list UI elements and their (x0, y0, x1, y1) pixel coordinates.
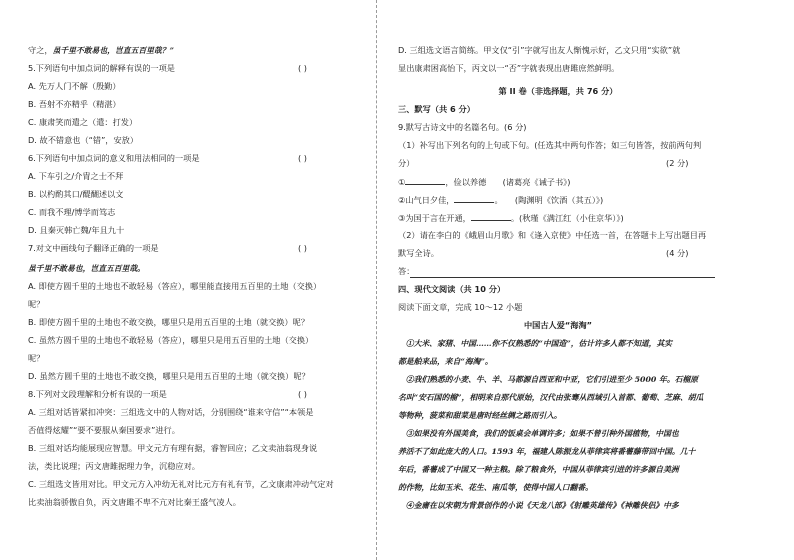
passage-text: ②我们熟悉的小麦、牛、羊、马都源自西亚和中亚，它们引进至少 5000 年。石榴原 (398, 375, 699, 384)
line-text: A. 先万人门不解（殷勤） (28, 81, 121, 91)
left-line (28, 407, 313, 418)
passage-text: ①大米、家猪、中国……你不仅熟悉的“中国造”，估计许多人都不知道，其实 (398, 339, 673, 348)
line-text: 9.默写古诗文中的名篇名句。(6 分) (398, 122, 527, 132)
left-line (28, 207, 115, 218)
right-line (398, 374, 698, 385)
left-line (28, 243, 159, 254)
right-line (398, 266, 414, 277)
passage-text: 年后，番薯成了中国又一种主粮。除了粮食外，中国从菲律宾引进的许多源自美洲 (398, 465, 679, 474)
fill-blank (454, 194, 494, 203)
right-line (398, 284, 505, 295)
left-line (28, 461, 200, 472)
line-text: ① (398, 177, 406, 187)
line-text: 法，类比说理；丙文唐雎据理力争，沉稳应对。 (28, 461, 200, 471)
passage-text: 虽千里不敢易也，岂直五百里哉？” (52, 46, 175, 55)
right-line (398, 194, 603, 206)
score-paren: (4 分) (666, 248, 689, 258)
line-text: 分） (398, 158, 415, 168)
right-line (398, 392, 703, 403)
right-line (398, 104, 475, 115)
passage-text: 都是舶来品，来自“海淘”。 (398, 357, 493, 366)
line-text: D. 故不错意也（“错”，安放） (28, 135, 139, 145)
line-text: B. 即使方圆千里的土地也不敢交换，哪里只是用五百里的土地（就交换）呢？ (28, 317, 310, 327)
passage-text: ④金庸在以宋朝为背景创作的小说《天龙八部》《射雕英雄传》《神雕侠侣》中多 (398, 501, 679, 510)
line-text: 守之， (28, 45, 53, 55)
right-line (398, 302, 522, 313)
line-text: 中国古人爱“海淘” (523, 320, 593, 330)
right-line (398, 86, 718, 97)
line-text: 答： (398, 266, 415, 276)
line-text: ②山气日夕佳， (398, 195, 455, 205)
passage-text: ③如果没有外国美食，我们的饭桌会单调许多；如果不曾引种外国植物，中国也 (398, 429, 679, 438)
right-line (398, 230, 706, 241)
passage-text: 虽千里不敢易也，岂直五百里哉。 (28, 264, 145, 273)
right-line (398, 63, 619, 74)
line-text: 显出康肃困高怡下，丙文以一“否”字就表现出唐雎庶然鲜明。 (398, 63, 620, 73)
right-line (398, 410, 562, 421)
right-line (398, 464, 679, 475)
line-text: （2）请在李白的《峨眉山月歌》和《逢入京使》中任选一首，在答题卡上写出题目再 (398, 230, 707, 240)
line-text: D. 且秦灭韩亡魏/年且九十 (28, 225, 125, 235)
line-text: C. 康肃笑而遣之（遣：打发） (28, 117, 138, 127)
line-text: 8.下列对文段理解和分析有误的一项是 (28, 389, 167, 399)
score-paren: ( ) (298, 389, 307, 399)
score-paren: ( ) (298, 63, 307, 73)
left-line (28, 371, 310, 382)
left-line (28, 425, 180, 436)
left-line (28, 353, 44, 364)
line-text: 6.下列语句中加点词的意义和用法相同的一项是 (28, 153, 200, 163)
line-text: ，俭以养德 (诸葛亮《诫子书》) (445, 177, 571, 187)
left-line (28, 117, 137, 128)
right-line (398, 500, 679, 511)
left-line (28, 299, 44, 310)
answer-underline (410, 277, 715, 278)
score-paren: ( ) (298, 243, 307, 253)
passage-text: 名叫“安石国的榴”，相明来自那代原始，汉代由张骞从西域引入首都、葡萄、芝麻、胡瓜 (398, 393, 704, 402)
right-line (398, 158, 414, 169)
line-text: 。 (陶渊明《饮酒（其五）》) (494, 195, 604, 205)
score-paren: (2 分) (666, 158, 689, 168)
passage-text: 等物种，菠菜和甜菜是唐时经丝绸之路而引入。 (398, 411, 562, 420)
left-line (28, 281, 321, 292)
line-text: C. 虽然方圆千里的土地也不敢轻易（答应），哪里只是用五百里的土地（交换） (28, 335, 314, 345)
right-line (398, 338, 672, 349)
left-line (28, 81, 121, 92)
score-paren: ( ) (298, 153, 307, 163)
passage-text: 养活不了如此庞大的人口。1593 年，福建人陈振龙从菲律宾将番薯藤带回中国。几十 (398, 447, 696, 456)
line-text: 默写全诗。 (398, 248, 439, 258)
left-line (28, 225, 124, 236)
right-line (398, 446, 695, 457)
right-line (398, 428, 679, 439)
left-line (28, 45, 174, 56)
line-text: A. 三组对话皆紧扣冲突：三组选文中的人物对话，分别围绕“谁来守信”“本领是 (28, 407, 314, 417)
line-text: C. 而我不理/博学而笃志 (28, 207, 116, 217)
left-line (28, 317, 309, 328)
line-text: 阅读下面文章，完成 10～12 小题 (398, 302, 523, 312)
passage-text: 的作物，比如玉米、花生、南瓜等，使得中国人口翻番。 (398, 483, 593, 492)
right-line (398, 356, 493, 367)
left-line (28, 135, 138, 146)
left-line (28, 189, 123, 200)
line-text: A. 下车引之/介胄之士不拜 (28, 171, 124, 181)
left-line (28, 153, 200, 164)
line-text: 呢？ (28, 299, 45, 309)
fill-blank (405, 176, 445, 185)
line-text: 否值得炫耀”“要不要服从秦国要求”进行。 (28, 425, 180, 435)
line-text: 比卖油翁骄傲自负，丙文唐雎不卑不亢对比秦王盛气凌人。 (28, 497, 241, 507)
line-text: 呢？ (28, 353, 45, 363)
right-line (398, 140, 701, 151)
left-line (28, 443, 317, 454)
line-text: 第 II 卷（非选择题，共 76 分） (498, 86, 618, 96)
right-line (398, 482, 593, 493)
line-text: B. 吾射不亦精乎（精湛） (28, 99, 121, 109)
line-text: A. 即使方圆千里的土地也不敢轻易（答应），哪里能直接用五百里的土地（交换） (28, 281, 322, 291)
right-line (398, 212, 624, 224)
right-line (398, 176, 570, 188)
left-line (28, 171, 123, 182)
left-line (28, 263, 145, 274)
left-line (28, 63, 175, 74)
line-text: 7.对文中画线句子翻译正确的一项是 (28, 243, 159, 253)
line-text: B. 三组对话均能展现应智慧。甲文元方有理有据，睿智回应；乙文卖油翁现身说 (28, 443, 318, 453)
fill-blank (471, 212, 511, 221)
line-text: C. 三组选文皆用对比。甲文元方入冲幼无礼对比元方有礼有节，乙文康肃冲动气定对 (28, 479, 334, 489)
left-line (28, 497, 241, 508)
left-line (28, 389, 167, 400)
line-text: ③为国于言在开通， (398, 213, 471, 223)
column-divider (376, 0, 377, 560)
left-line (28, 99, 121, 110)
line-text: 四、现代文阅读（共 10 分） (398, 284, 506, 294)
left-line (28, 479, 334, 490)
line-text: 三、默写（共 6 分） (398, 104, 475, 114)
line-text: （1）补写出下列名句的上句或下句。(任选其中两句作答；如三句皆答，按前两句判 (398, 140, 702, 150)
right-line (398, 248, 439, 259)
line-text: D. 虽然方圆千里的土地也不敢交换，哪里只是用五百里的土地（就交换）呢？ (28, 371, 310, 381)
right-line (398, 122, 526, 133)
right-line (398, 45, 680, 56)
left-line (28, 335, 313, 346)
line-text: 5.下列语句中加点词的解释有误的一项是 (28, 63, 175, 73)
right-line (398, 320, 718, 331)
line-text: D. 三组选文语言简练。甲文仅“引”字就写出友人惭愧示好，乙文只用“实欲”就 (398, 45, 681, 55)
line-text: B. 以杓酌其口/醍醐述以文 (28, 189, 124, 199)
line-text: 。(秋瑾《满江红（小住京华）》) (510, 213, 624, 223)
